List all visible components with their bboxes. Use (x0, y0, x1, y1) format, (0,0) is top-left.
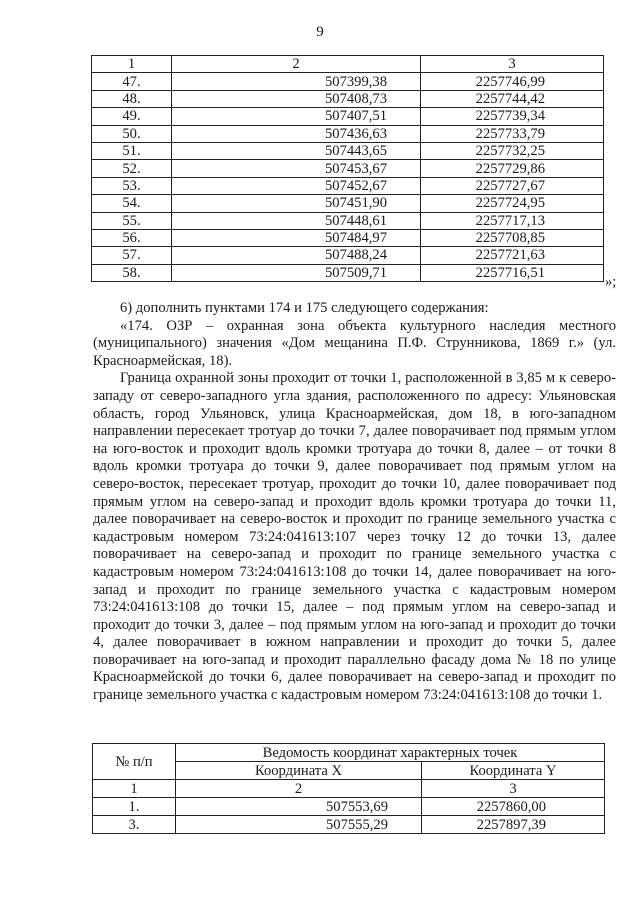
header-cell: 2 (172, 56, 421, 73)
x-coordinate-cell: 507443,65 (172, 142, 421, 159)
point-number-cell: 58. (92, 264, 172, 281)
y-coordinate-cell: 2257744,42 (421, 90, 604, 107)
col-y-header: Координата Y (422, 762, 605, 780)
point-number-cell: 54. (92, 195, 172, 212)
index-cell: 2 (176, 780, 422, 798)
header-cell: 3 (421, 56, 604, 73)
y-coordinate-cell: 2257729,86 (421, 160, 604, 177)
point-number-cell: 47. (92, 73, 172, 90)
y-coordinate-cell: 2257716,51 (421, 264, 604, 281)
table-header-row (92, 56, 604, 73)
point-number-cell: 50. (92, 125, 172, 142)
y-coordinate-cell: 2257708,85 (421, 229, 604, 246)
point-number-cell: 3. (93, 816, 176, 834)
x-coordinate-cell: 507448,61 (172, 212, 421, 229)
page-number: 9 (316, 24, 324, 40)
y-coordinate-cell: 2257721,63 (421, 247, 604, 264)
index-cell: 1 (93, 780, 176, 798)
num-header (93, 744, 176, 780)
x-coordinate-cell: 507399,38 (172, 73, 421, 90)
amendment-intro: 6) дополнить пунктами 174 и 175 следующего содержания: (120, 300, 489, 316)
point-number-cell: 55. (92, 212, 172, 229)
y-coordinate-cell: 2257897,39 (422, 816, 605, 834)
group-header: Ведомость координат характерных точек (176, 744, 605, 762)
point-number-cell: 1. (93, 798, 176, 816)
x-coordinate-cell: 507452,67 (172, 177, 421, 194)
table-row (92, 73, 604, 90)
table-row (92, 229, 604, 246)
point-number-cell: 56. (92, 229, 172, 246)
y-coordinate-cell: 2257724,95 (421, 195, 604, 212)
x-coordinate-cell: 507509,71 (172, 264, 421, 281)
col-x-header: Координата X (176, 762, 422, 780)
point-number-cell: 49. (92, 108, 172, 125)
point-number-cell: 48. (92, 90, 172, 107)
x-coordinate-cell: 507553,69 (176, 798, 422, 816)
table-row (92, 108, 604, 125)
table-row (92, 142, 604, 159)
amendment-text (93, 300, 616, 705)
table-row (92, 247, 604, 264)
num-header-label: № п/п (115, 753, 153, 770)
index-cell: 3 (422, 780, 605, 798)
closing-quote-mark: »; (605, 274, 617, 290)
table-row (92, 160, 604, 177)
table-row (92, 90, 604, 107)
table-row (93, 816, 605, 834)
y-coordinate-cell: 2257746,99 (421, 73, 604, 90)
table-row (92, 177, 604, 194)
point-number-cell: 51. (92, 142, 172, 159)
header-cell: 1 (92, 56, 172, 73)
y-coordinate-cell: 2257717,13 (421, 212, 604, 229)
table-row (92, 125, 604, 142)
characteristic-points-table (92, 743, 605, 834)
y-coordinate-cell: 2257733,79 (421, 125, 604, 142)
x-coordinate-cell: 507488,24 (172, 247, 421, 264)
x-coordinate-cell: 507453,67 (172, 160, 421, 177)
x-coordinate-cell: 507407,51 (172, 108, 421, 125)
table-row (92, 212, 604, 229)
table-row (92, 195, 604, 212)
x-coordinate-cell: 507451,90 (172, 195, 421, 212)
point-number-cell: 53. (92, 177, 172, 194)
coordinates-table-continued (91, 55, 604, 282)
y-coordinate-cell: 2257727,67 (421, 177, 604, 194)
y-coordinate-cell: 2257860,00 (422, 798, 605, 816)
x-coordinate-cell: 507436,63 (172, 125, 421, 142)
point-number-cell: 57. (92, 247, 172, 264)
x-coordinate-cell: 507484,97 (172, 229, 421, 246)
x-coordinate-cell: 507408,73 (172, 90, 421, 107)
point-number-cell: 52. (92, 160, 172, 177)
table-row (92, 264, 604, 281)
x-coordinate-cell: 507555,29 (176, 816, 422, 834)
boundary-description-paragraph: Граница охранной зоны проходит от точки 1, расположенной в 3,85 м к северо-западу от северо-западного угла здания, расположенного по адресу: Ульяновская область, город Ульяновск, улица Красноармейская, дом 18, в юго-западном направлении пересекает тротуар до точки 7, далее поворачивает под прямым углом на юго-восток и проходит вдоль кромки тротуара до точки 8, далее – от точки 8 вдоль кромки тротуара до точки 9, далее поворачивает под прямым углом на северо-восток, пересекает тротуар, проходит до точки 10, далее поворачивает под прямым углом на северо-запад и проходит вдоль кромки тротуара до точки 11, далее поворачивает на северо-восток и проходит по границе земельного участка с кадастровым номером 73:24:041613:107 через точку 12 до точки 13, далее поворачивает на северо-запад и проходит по границе земельного участка с кадастровым номером 73:24:041613:108 до точки 14, далее поворачивает на юго-запад и проходит по границе земельного участка с кадастровым номером 73:24:041613:108 до точки 15, далее – под прямым углом на северо-запад и проходит до точки 3, далее – под прямым углом на юго-запад и проходит до точки 4, далее поворачивает в южном направлении и проходит до точки 5, далее поворачивает на юго-запад и проходит параллельно фасаду дома № 18 по улице Красноармейской до точки 6, далее поворачивает на северо-запад и проходит по границе земельного участка с кадастровым номером 73:24:041613:108 до точки 1. (93, 370, 616, 704)
y-coordinate-cell: 2257739,34 (421, 108, 604, 125)
y-coordinate-cell: 2257732,25 (421, 142, 604, 159)
table-row (93, 798, 605, 816)
zone-definition-paragraph: «174. ОЗР – охранная зона объекта культурного наследия местного (муниципального) значения «Дом мещанина П.Ф. Струнникова, 1869 г.» (ул. Красноармейская, 18). (93, 317, 616, 369)
